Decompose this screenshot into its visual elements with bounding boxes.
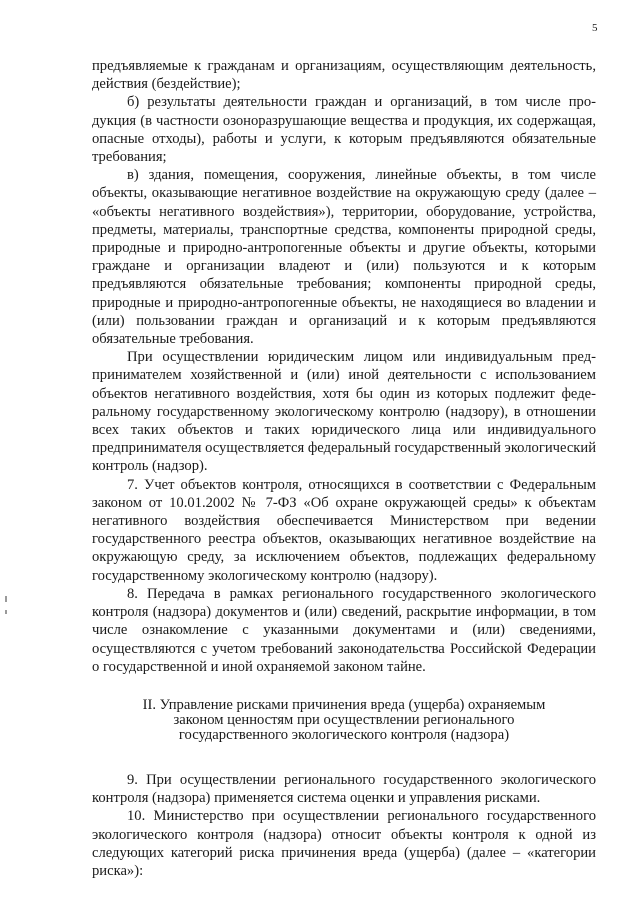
section-heading-line: законом ценностям при осуществлении регионального xyxy=(173,711,515,728)
paragraph-8: 8. Передача в рамках регионального государственного экологического контроля (надзора) документов и (или) сведений, раскрытие информации, в том числе ознакомление с указанными документами и (или) сведениями, осуществляются с учетом требований законодательства Российской Федерации о государственной и иной охраняемой законом тайне. xyxy=(92,585,596,675)
paragraphs-bottom xyxy=(92,771,596,880)
binder-mark xyxy=(5,596,7,602)
paragraph-7: 7. Учет объектов контроля, относящихся в соответствии с Федеральным законом от 10.01.2002 № 7-ФЗ «Об охране окружающей среды» к объектам негативного воздействия обеспечивается Министерством при ведении государственного реестра объектов, оказывающих негативное воздействие на окружающую среду, за исключением объектов, подлежащих федеральному государственному экологическому контролю (надзору). xyxy=(92,476,596,584)
paragraph-continuation: предъявляемые к гражданам и организациям, осуществляющим деятельность, действия (бездействие); xyxy=(92,58,596,93)
paragraph-implementation: При осуществлении юридическим лицом или индивидуальным предпринимателем хозяйственной и (или) иной деятельности с использованием объектов негативного воздействия, хотя бы один из которых подлежит федеральному государственному экологическому контролю (надзору), в отношении всех таких объектов и таких юридического лица или индивидуального предпринимателя осуществляется федеральный государственный экологический контроль (надзор). xyxy=(92,349,597,475)
paragraph-9: 9. При осуществлении регионального государственного экологического контроля (надзора) применяется система оценки и управления рисками. xyxy=(92,771,596,807)
paragraphs-top xyxy=(92,57,596,676)
paragraph-item-v: в) здания, помещения, сооружения, линейные объекты, в том числе объекты, оказывающие негативное воздействие на окружающую среду (далее – «объекты негативного воздействия»), территории, оборудование, устройства, предметы, материалы, транспортные средства, компоненты природной среды, природные и природно-антропогенные объекты и другие объекты, которыми граждане и организации владеют и (или) пользуются и к которым предъявляются обязательные требования; компоненты природной среды, природные и природно-антропогенные объекты, не находящиеся во владении и (или) пользовании граждан и организаций и к которым предъявляются обязательные требования. xyxy=(92,167,596,348)
binder-mark xyxy=(5,610,7,614)
section-heading-line: II. Управление рисками причинения вреда (ущерба) охраняемым xyxy=(142,696,546,713)
paragraph-10: 10. Министерство при осуществлении регионального государственного экологического контроля (надзора) относит объекты контроля к одной из следующих категорий риска причинения вреда (ущерба) (далее – «категории риска»): xyxy=(92,808,596,879)
document-body xyxy=(92,57,596,880)
section-heading xyxy=(92,698,596,743)
paragraph-item-b: б) результаты деятельности граждан и организаций, в том числе продукция (в частности озоноразрушающие вещества и продукция, их содержащая, опасные отходы), работы и услуги, к которым предъявляются обязательные требования; xyxy=(92,94,596,166)
section-heading-line: государственного экологического контроля (надзора) xyxy=(178,726,510,743)
page-number: 5 xyxy=(592,22,598,34)
